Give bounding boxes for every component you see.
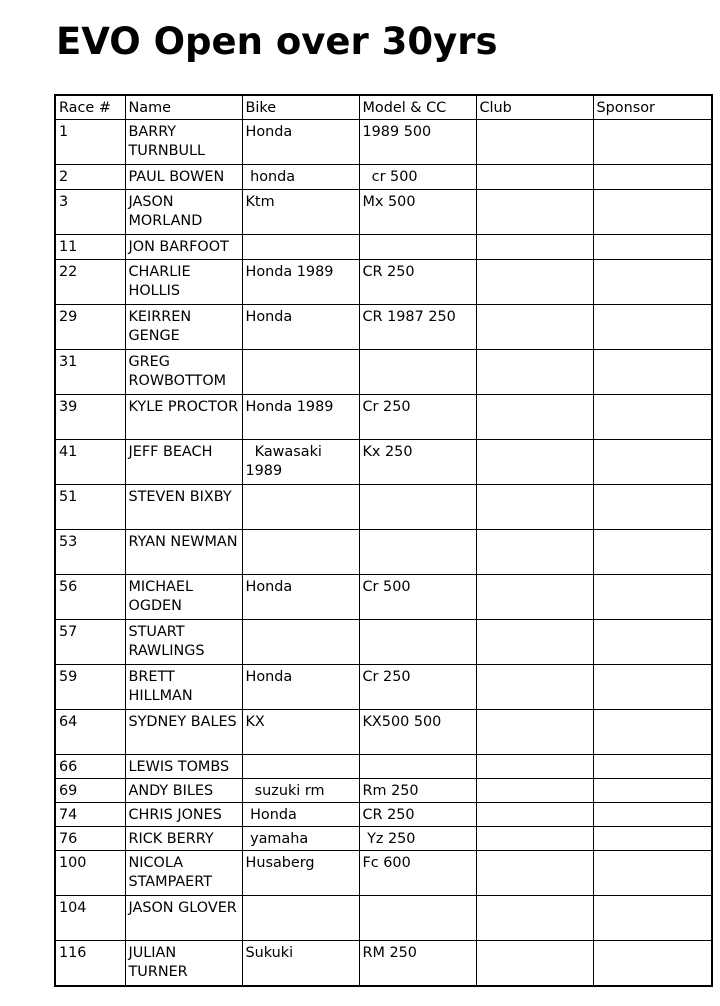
club-cell xyxy=(476,305,593,350)
header-name: Name xyxy=(125,95,242,120)
bike-cell: Husaberg xyxy=(242,851,359,896)
model-cc-cell: cr 500 xyxy=(359,165,476,190)
name-cell: JULIAN TURNER xyxy=(125,941,242,987)
club-cell xyxy=(476,350,593,395)
club-cell xyxy=(476,575,593,620)
bike-cell xyxy=(242,350,359,395)
sponsor-cell xyxy=(593,710,712,755)
sponsor-cell xyxy=(593,260,712,305)
club-cell xyxy=(476,260,593,305)
table-row xyxy=(55,440,712,485)
table-row xyxy=(55,620,712,665)
bike-cell: Honda xyxy=(242,575,359,620)
table-header-row xyxy=(55,95,712,120)
name-cell: KEIRREN GENGE xyxy=(125,305,242,350)
club-cell xyxy=(476,710,593,755)
model-cc-cell xyxy=(359,350,476,395)
table-row xyxy=(55,755,712,779)
table-row xyxy=(55,190,712,235)
table-row xyxy=(55,710,712,755)
table-row xyxy=(55,120,712,165)
race-number-cell: 39 xyxy=(55,395,125,440)
model-cc-cell xyxy=(359,485,476,530)
club-cell xyxy=(476,755,593,779)
name-cell: JASON GLOVER xyxy=(125,896,242,941)
name-cell: SYDNEY BALES xyxy=(125,710,242,755)
club-cell xyxy=(476,896,593,941)
name-cell: JASON MORLAND xyxy=(125,190,242,235)
name-cell: LEWIS TOMBS xyxy=(125,755,242,779)
model-cc-cell: 1989 500 xyxy=(359,120,476,165)
race-number-cell: 41 xyxy=(55,440,125,485)
race-number-cell: 31 xyxy=(55,350,125,395)
bike-cell xyxy=(242,530,359,575)
name-cell: JON BARFOOT xyxy=(125,235,242,260)
bike-cell: Honda xyxy=(242,803,359,827)
model-cc-cell: KX500 500 xyxy=(359,710,476,755)
entries-table xyxy=(54,94,713,987)
name-cell: JEFF BEACH xyxy=(125,440,242,485)
club-cell xyxy=(476,485,593,530)
name-cell: GREG ROWBOTTOM xyxy=(125,350,242,395)
sponsor-cell xyxy=(593,395,712,440)
name-cell: CHARLIE HOLLIS xyxy=(125,260,242,305)
bike-cell: Sukuki xyxy=(242,941,359,987)
bike-cell: Honda xyxy=(242,665,359,710)
name-cell: MICHAEL OGDEN xyxy=(125,575,242,620)
model-cc-cell: Rm 250 xyxy=(359,779,476,803)
bike-cell xyxy=(242,235,359,260)
sponsor-cell xyxy=(593,851,712,896)
name-cell: NICOLA STAMPAERT xyxy=(125,851,242,896)
sponsor-cell xyxy=(593,620,712,665)
name-cell: PAUL BOWEN xyxy=(125,165,242,190)
table-row xyxy=(55,827,712,851)
model-cc-cell: Cr 250 xyxy=(359,395,476,440)
table-row xyxy=(55,575,712,620)
club-cell xyxy=(476,803,593,827)
sponsor-cell xyxy=(593,190,712,235)
table-row xyxy=(55,896,712,941)
name-cell: ANDY BILES xyxy=(125,779,242,803)
club-cell xyxy=(476,120,593,165)
sponsor-cell xyxy=(593,235,712,260)
sponsor-cell xyxy=(593,485,712,530)
table-row xyxy=(55,350,712,395)
table-row xyxy=(55,235,712,260)
model-cc-cell: CR 250 xyxy=(359,803,476,827)
name-cell: KYLE PROCTOR xyxy=(125,395,242,440)
table-row xyxy=(55,851,712,896)
sponsor-cell xyxy=(593,530,712,575)
header-model-cc: Model & CC xyxy=(359,95,476,120)
sponsor-cell xyxy=(593,575,712,620)
name-cell: CHRIS JONES xyxy=(125,803,242,827)
table-row xyxy=(55,305,712,350)
sponsor-cell xyxy=(593,803,712,827)
bike-cell: suzuki rm xyxy=(242,779,359,803)
race-number-cell: 56 xyxy=(55,575,125,620)
bike-cell xyxy=(242,896,359,941)
club-cell xyxy=(476,165,593,190)
header-race-number: Race # xyxy=(55,95,125,120)
name-cell: STEVEN BIXBY xyxy=(125,485,242,530)
race-number-cell: 51 xyxy=(55,485,125,530)
sponsor-cell xyxy=(593,350,712,395)
bike-cell: yamaha xyxy=(242,827,359,851)
club-cell xyxy=(476,235,593,260)
table-row xyxy=(55,779,712,803)
race-number-cell: 100 xyxy=(55,851,125,896)
name-cell: RYAN NEWMAN xyxy=(125,530,242,575)
model-cc-cell xyxy=(359,620,476,665)
race-number-cell: 29 xyxy=(55,305,125,350)
name-cell: BARRY TURNBULL xyxy=(125,120,242,165)
club-cell xyxy=(476,440,593,485)
model-cc-cell: Kx 250 xyxy=(359,440,476,485)
bike-cell: honda xyxy=(242,165,359,190)
bike-cell: Kawasaki 1989 xyxy=(242,440,359,485)
table-row xyxy=(55,665,712,710)
model-cc-cell xyxy=(359,530,476,575)
club-cell xyxy=(476,395,593,440)
bike-cell: Honda xyxy=(242,120,359,165)
sponsor-cell xyxy=(593,440,712,485)
race-number-cell: 57 xyxy=(55,620,125,665)
header-sponsor: Sponsor xyxy=(593,95,712,120)
model-cc-cell: CR 1987 250 xyxy=(359,305,476,350)
sponsor-cell xyxy=(593,896,712,941)
bike-cell xyxy=(242,755,359,779)
race-number-cell: 59 xyxy=(55,665,125,710)
table-row xyxy=(55,260,712,305)
club-cell xyxy=(476,779,593,803)
sponsor-cell xyxy=(593,779,712,803)
model-cc-cell: RM 250 xyxy=(359,941,476,987)
model-cc-cell xyxy=(359,755,476,779)
header-club: Club xyxy=(476,95,593,120)
sponsor-cell xyxy=(593,165,712,190)
race-number-cell: 66 xyxy=(55,755,125,779)
sponsor-cell xyxy=(593,827,712,851)
bike-cell xyxy=(242,620,359,665)
bike-cell xyxy=(242,485,359,530)
name-cell: STUART RAWLINGS xyxy=(125,620,242,665)
race-number-cell: 74 xyxy=(55,803,125,827)
race-number-cell: 69 xyxy=(55,779,125,803)
race-number-cell: 3 xyxy=(55,190,125,235)
club-cell xyxy=(476,851,593,896)
race-number-cell: 53 xyxy=(55,530,125,575)
club-cell xyxy=(476,620,593,665)
race-number-cell: 104 xyxy=(55,896,125,941)
club-cell xyxy=(476,827,593,851)
club-cell xyxy=(476,190,593,235)
model-cc-cell: Cr 250 xyxy=(359,665,476,710)
table-row xyxy=(55,803,712,827)
sponsor-cell xyxy=(593,120,712,165)
club-cell xyxy=(476,941,593,987)
race-number-cell: 2 xyxy=(55,165,125,190)
table-row xyxy=(55,485,712,530)
bike-cell: Honda xyxy=(242,305,359,350)
model-cc-cell: Cr 500 xyxy=(359,575,476,620)
sponsor-cell xyxy=(593,305,712,350)
bike-cell: KX xyxy=(242,710,359,755)
race-number-cell: 76 xyxy=(55,827,125,851)
race-number-cell: 11 xyxy=(55,235,125,260)
club-cell xyxy=(476,665,593,710)
sponsor-cell xyxy=(593,755,712,779)
sponsor-cell xyxy=(593,941,712,987)
table-row xyxy=(55,530,712,575)
model-cc-cell: Fc 600 xyxy=(359,851,476,896)
bike-cell: Honda 1989 xyxy=(242,395,359,440)
race-number-cell: 22 xyxy=(55,260,125,305)
name-cell: RICK BERRY xyxy=(125,827,242,851)
model-cc-cell: Mx 500 xyxy=(359,190,476,235)
header-bike: Bike xyxy=(242,95,359,120)
race-number-cell: 1 xyxy=(55,120,125,165)
name-cell: BRETT HILLMAN xyxy=(125,665,242,710)
model-cc-cell xyxy=(359,235,476,260)
race-number-cell: 116 xyxy=(55,941,125,987)
model-cc-cell xyxy=(359,896,476,941)
table-row xyxy=(55,395,712,440)
bike-cell: Honda 1989 xyxy=(242,260,359,305)
page-title: EVO Open over 30yrs xyxy=(56,20,498,63)
table-row xyxy=(55,165,712,190)
bike-cell: Ktm xyxy=(242,190,359,235)
sponsor-cell xyxy=(593,665,712,710)
model-cc-cell: CR 250 xyxy=(359,260,476,305)
table-row xyxy=(55,941,712,987)
race-number-cell: 64 xyxy=(55,710,125,755)
club-cell xyxy=(476,530,593,575)
model-cc-cell: Yz 250 xyxy=(359,827,476,851)
